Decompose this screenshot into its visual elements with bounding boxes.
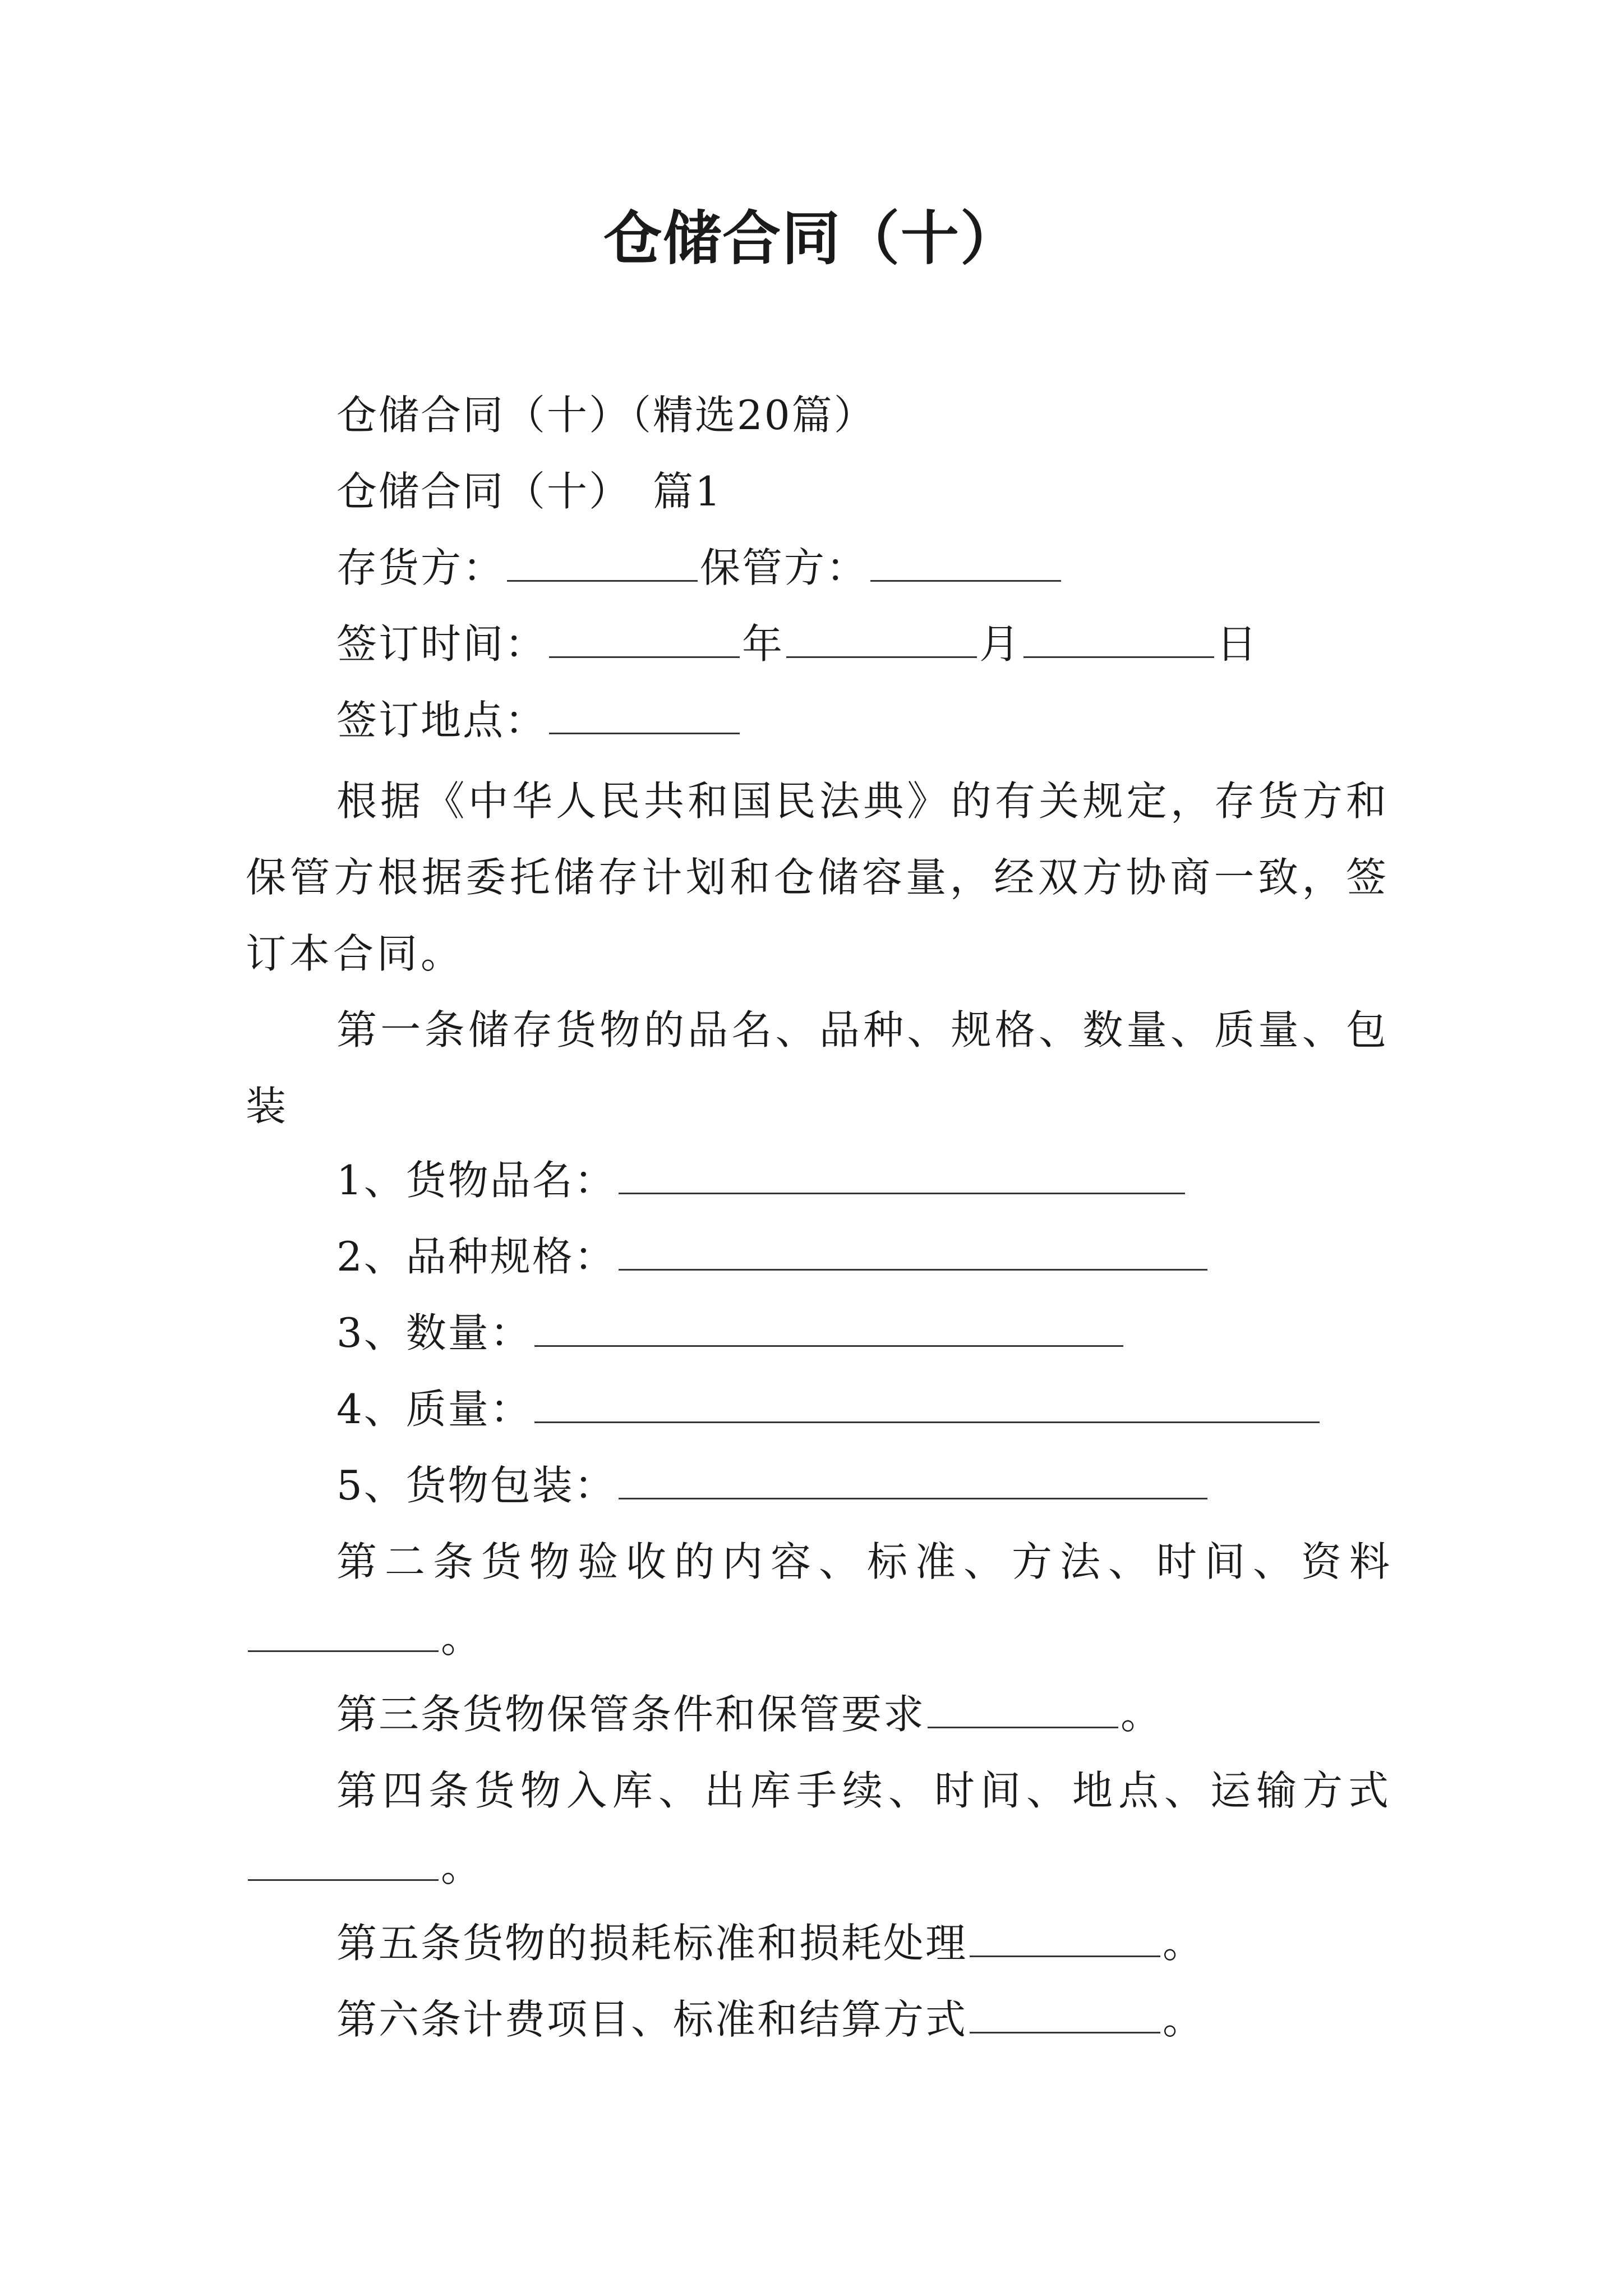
year-blank bbox=[549, 617, 740, 658]
day-label: 日 bbox=[1216, 620, 1259, 668]
document-subtitle: 仓储合同（十）（精选20篇） bbox=[336, 392, 876, 439]
article-5-line bbox=[336, 1915, 1205, 1971]
item-3-blank bbox=[534, 1306, 1123, 1347]
item-4-line bbox=[336, 1381, 1322, 1437]
article-6: 第六条计费项目、标准和结算方式 bbox=[336, 1996, 968, 2043]
article-3: 第三条货物保管条件和保管要求 bbox=[336, 1691, 926, 1738]
item-4-label: 4、质量： bbox=[336, 1386, 532, 1433]
article-3-blank bbox=[928, 1687, 1118, 1728]
depositor-label: 存货方： bbox=[336, 544, 505, 591]
article-6-line bbox=[336, 1991, 1205, 2047]
article-3-line bbox=[336, 1686, 1163, 1742]
article-6-period: 。 bbox=[1163, 1996, 1205, 2043]
item-3-label: 3、数量： bbox=[336, 1309, 532, 1356]
article-1: 第一条储存货物的品名、品种、规格、数量、质量、包装 bbox=[246, 1006, 1390, 1130]
article-2-period: 。 bbox=[441, 1614, 483, 1662]
year-label: 年 bbox=[742, 620, 785, 668]
sign-place-label: 签订地点： bbox=[336, 697, 547, 744]
section-heading: 仓储合同（十） 篇1 bbox=[336, 468, 722, 515]
article-5-period: 。 bbox=[1163, 1920, 1205, 1967]
day-blank bbox=[1023, 617, 1214, 658]
keeper-label: 保管方： bbox=[700, 544, 869, 591]
article-4-period: 。 bbox=[441, 1843, 483, 1890]
article-2: 第二条货物验收的内容、标准、方法、时间、资料 bbox=[336, 1538, 1398, 1585]
article-5-blank bbox=[970, 1916, 1160, 1957]
item-2-line bbox=[336, 1228, 1210, 1285]
article-2-tail bbox=[246, 1610, 483, 1666]
item-2-label: 2、品种规格： bbox=[336, 1233, 616, 1280]
parties-line bbox=[336, 540, 1063, 596]
sign-time-label: 签订时间： bbox=[336, 620, 547, 668]
sign-place-blank bbox=[549, 693, 740, 734]
month-blank bbox=[786, 617, 977, 658]
item-5-line bbox=[336, 1457, 1210, 1513]
item-4-blank bbox=[534, 1382, 1320, 1423]
keeper-blank bbox=[870, 541, 1061, 582]
article-2-blank bbox=[248, 1611, 439, 1652]
article-3-period: 。 bbox=[1121, 1691, 1163, 1738]
article-4: 第四条货物入库、出库手续、时间、地点、运输方式 bbox=[336, 1767, 1395, 1814]
intro-paragraph: 根据《中华人民共和国民法典》的有关规定，存货方和保管方根据委托储存计划和仓储容量，经双方协商一致，签订本合同。 bbox=[246, 777, 1390, 977]
article-4-tail bbox=[246, 1839, 483, 1895]
item-1-blank bbox=[619, 1153, 1185, 1194]
depositor-blank bbox=[507, 541, 698, 582]
item-1-label: 1、货物品名： bbox=[336, 1157, 616, 1204]
sign-time-line bbox=[336, 616, 1258, 672]
article-6-blank bbox=[970, 1993, 1160, 2033]
item-3-line bbox=[336, 1305, 1126, 1361]
article-4-blank bbox=[248, 1840, 439, 1881]
item-5-label: 5、货物包装： bbox=[336, 1462, 616, 1509]
document-title: 仓储合同（十） bbox=[603, 204, 1020, 273]
article-5: 第五条货物的损耗标准和损耗处理 bbox=[336, 1920, 968, 1967]
item-1-line bbox=[336, 1152, 1187, 1208]
month-label: 月 bbox=[979, 620, 1022, 668]
item-2-blank bbox=[619, 1230, 1207, 1271]
sign-place-line bbox=[336, 692, 742, 748]
item-5-blank bbox=[619, 1458, 1207, 1499]
